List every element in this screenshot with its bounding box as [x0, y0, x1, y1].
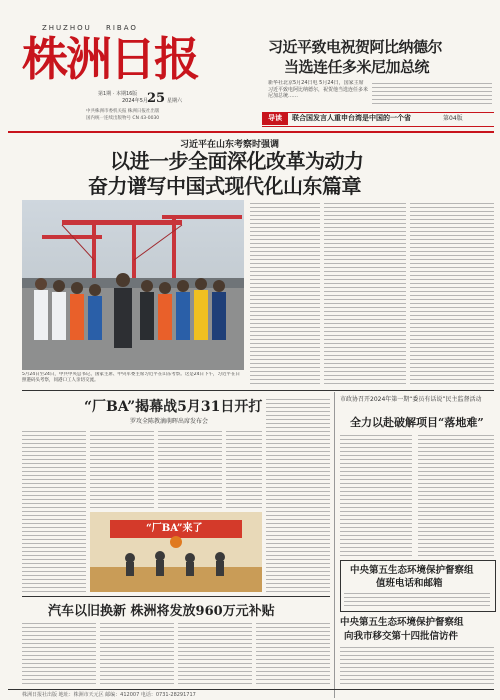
- lead-photo: [22, 200, 244, 370]
- guide-link[interactable]: 联合国发言人重申台湾是中国的一个省: [292, 114, 411, 122]
- masthead-code: 国内统一连续出版物号 CN 43-0030: [86, 116, 160, 121]
- bottom-body-col-2: [100, 620, 174, 686]
- footer-divider: [8, 689, 494, 690]
- lead-headline-1: 以进一步全面深化改革为动力: [110, 149, 364, 173]
- top-story-headline-2: 当选连任多米尼加总统: [284, 58, 430, 76]
- top-story-headline-1: 习近平致电祝贺阿比纳德尔: [268, 38, 443, 56]
- top-story-body: [372, 80, 492, 106]
- notice-body: [344, 590, 490, 606]
- top-story-teaser: 新华社北京5月24日电 5月24日，国家主席习近平致电阿比纳德尔，祝贺他当选连任多米尼加总统……: [268, 80, 368, 99]
- cuba-body-col-3: [158, 428, 222, 510]
- masthead-issue: 第1期 · 本期16版: [98, 91, 138, 97]
- masthead-divider: [8, 131, 494, 133]
- lead-body-col-1: [250, 200, 320, 386]
- masthead-publisher: 中共株洲市委机关报 株洲日报社出版: [86, 109, 160, 114]
- bottom-headline: 汽车以旧换新 株洲将发放960万元补贴: [48, 604, 275, 619]
- right-column-divider: [334, 392, 335, 698]
- newspaper-logo: 株洲日报: [22, 32, 198, 86]
- inspection-body: [340, 644, 494, 686]
- cuba-subhead: 罗攻全陈教滴萌晖出席发布会: [130, 418, 209, 425]
- cuba-headline: “厂BA”揭幕战5月31日开打: [84, 399, 263, 415]
- right-feature-headline: 全力以赴破解项目“落地难”: [350, 416, 484, 429]
- right-feature-kicker: 市政协召开2024年第一期“委员有话说”民主监督活动: [340, 396, 482, 403]
- guide-label: 导读: [262, 112, 288, 125]
- notice-line-2: 值班电话和邮箱: [376, 578, 443, 589]
- cuba-photo: [90, 512, 262, 592]
- bottom-body-col-1: [22, 620, 96, 686]
- masthead-pinyin-left: ZHUZHOU: [42, 24, 92, 32]
- lead-kicker: 习近平在山东考察时强调: [180, 140, 280, 150]
- lead-body-col-2: [324, 200, 406, 386]
- cuba-photo-title: “厂BA”来了: [146, 523, 203, 534]
- bottom-body-col-4: [256, 620, 330, 686]
- masthead-weekday: 星期六: [167, 98, 183, 104]
- cuba-body-col-5: [266, 396, 330, 592]
- footer-info: 株洲日报社出版 地址：株洲市天元区 邮编：412007 电话：0731-28291717: [22, 692, 196, 698]
- bottom-body-col-3: [178, 620, 252, 686]
- lead-body-col-3: [410, 200, 494, 386]
- section-divider-2: [22, 596, 330, 597]
- cuba-body-col-4: [226, 428, 262, 510]
- masthead-pinyin-right: RIBAO: [106, 24, 138, 32]
- masthead-date: 2024年5月: [122, 98, 148, 104]
- section-divider-1: [22, 390, 494, 391]
- right-feature-col-2: [418, 432, 494, 556]
- cuba-body-col-2: [90, 428, 154, 510]
- masthead-day: 25: [147, 91, 166, 106]
- lead-photo-caption: 5月24日至24日，中共中央总书记、国家主席、中央军委主席习近平在山东考察。这是24日下午，习近平在日照港码头考察，同港口工人亲切交流。: [22, 372, 241, 383]
- inspection-line-1: 中央第五生态环境保护督察组: [340, 617, 464, 628]
- notice-line-1: 中央第五生态环境保护督察组: [350, 565, 474, 576]
- lead-headline-2: 奋力谱写中国式现代化山东篇章: [88, 174, 361, 198]
- inspection-line-2: 向我市移交第十四批信访件: [344, 631, 459, 642]
- guide-page: 第04版: [443, 115, 463, 122]
- right-feature-col-1: [340, 432, 412, 556]
- cuba-body-col-1: [22, 428, 86, 592]
